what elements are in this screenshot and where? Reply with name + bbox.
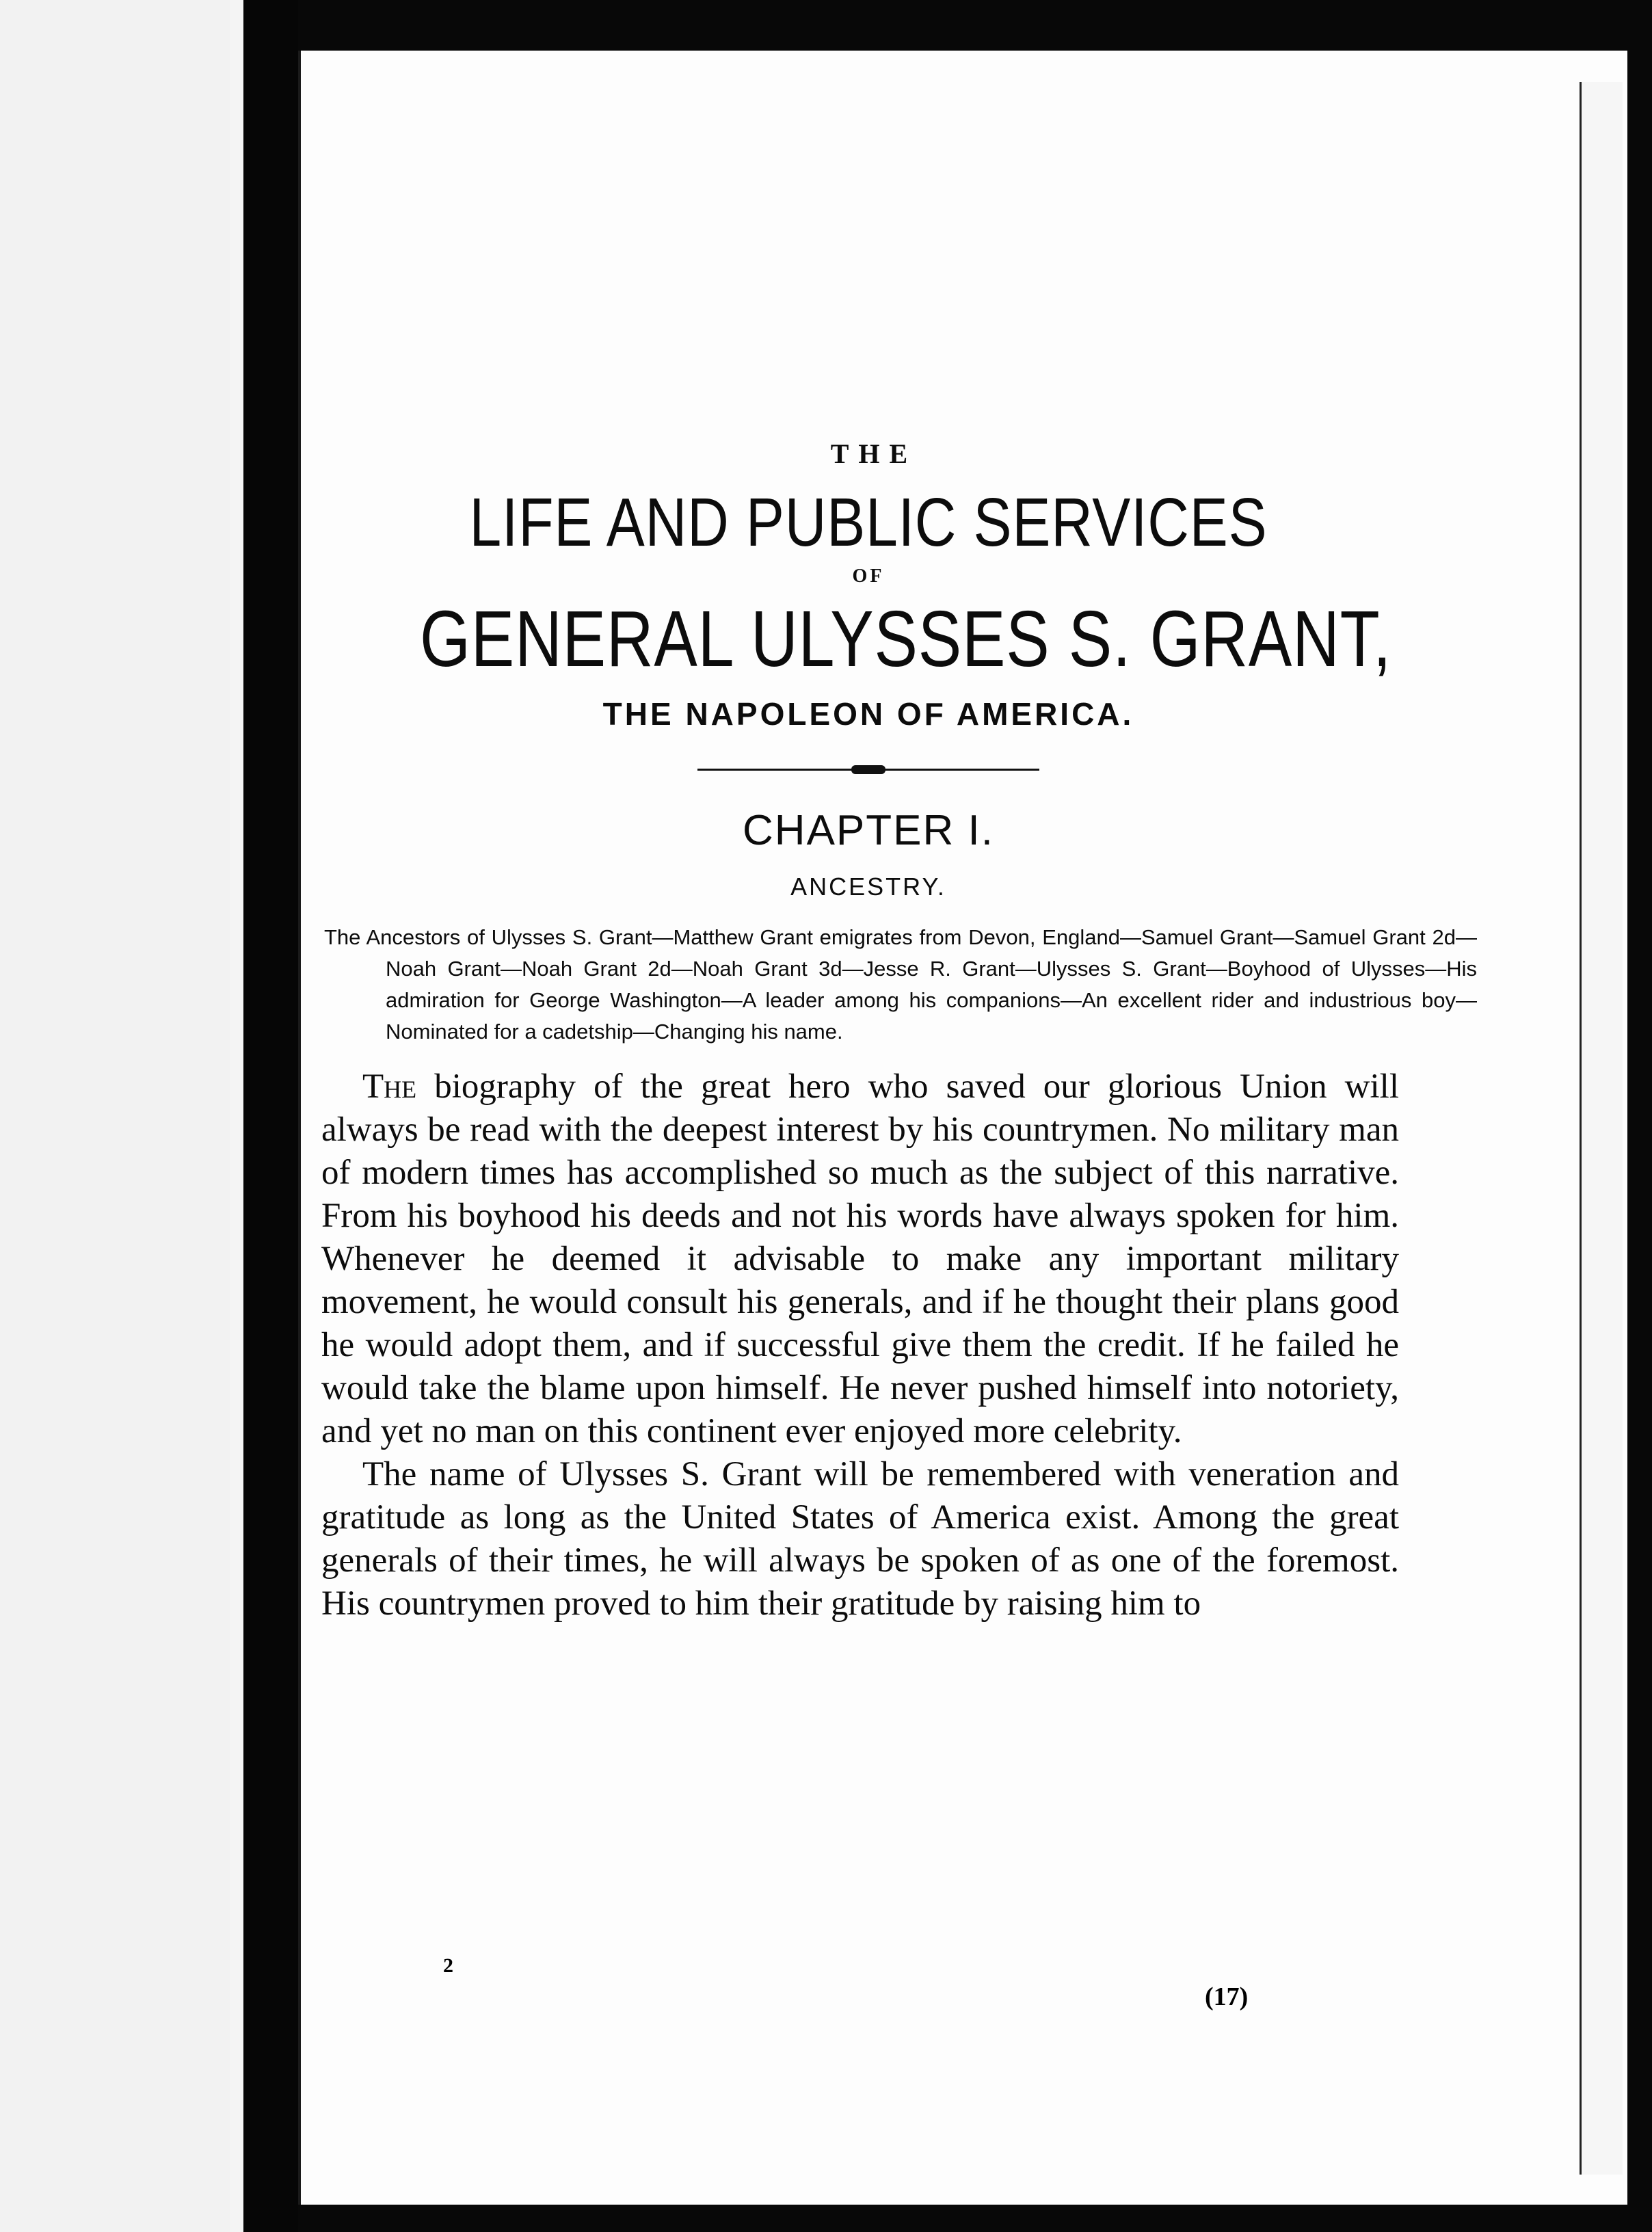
chapter-heading: CHAPTER I. — [743, 807, 994, 854]
signature-mark: 2 — [443, 1954, 453, 1977]
paragraph-text: biography of the great hero who saved our glorious Union will always be read with the deepest interest by his countrymen. No military man of modern times has accomplished so much as the subject of this narrative. From his boyhood his deeds and not his words have always spoken for him. Whenever he deemed it advisable to make any important military movement, he would consult his generals, and if he thought their plans good he would adopt them, and if successful give them the credit. If he failed he would take the blame upon himself. He never pushed himself into notoriety, and yet no man on this continent ever enjoyed more celebrity. — [321, 1067, 1399, 1450]
body-paragraph-2 — [321, 1453, 1399, 1625]
ornamental-rule — [697, 764, 1039, 775]
page-right-edge — [1580, 82, 1623, 2175]
rule-ornament — [851, 765, 885, 774]
paragraph-lead-word: The — [362, 1067, 417, 1106]
title-tagline: THE NAPOLEON OF AMERICA. — [602, 696, 1134, 732]
subject-title: GENERAL ULYSSES S. GRANT, — [420, 594, 1392, 683]
left-page-edge — [230, 0, 243, 2232]
page-number: (17) — [1205, 1982, 1249, 2011]
title-the: THE — [830, 438, 918, 469]
paragraph-text: The name of Ulysses S. Grant will be remembered with veneration and gratitude as long as the United States of America exist. Among the great generals of their times, he will always be spoken of as one of the foremost. His countrymen proved to him their gratitude by raising him to — [321, 1455, 1399, 1623]
chapter-subheading: ANCESTRY. — [790, 873, 946, 901]
book-title: LIFE AND PUBLIC SERVICES — [469, 484, 1268, 561]
chapter-summary: The Ancestors of Ulysses S. Grant—Matthew Grant emigrates from Devon, England—Samuel Grant—Samuel Grant 2d—Noah Grant—Noah Grant 2d—Noah Grant 3d—Jesse R. Grant—Ulysses S. Grant—Boyhood of Ulysses—His admiration for George Washington—A leader among his companions—An excellent rider and industrious boy—Nominated for a cadetship—Changing his name. — [324, 925, 1477, 1044]
body-paragraph-1 — [321, 1065, 1399, 1453]
left-page-margin — [0, 0, 230, 2232]
book-gutter — [243, 0, 298, 2232]
title-of: OF — [852, 566, 885, 587]
page-content — [321, 410, 1477, 1625]
